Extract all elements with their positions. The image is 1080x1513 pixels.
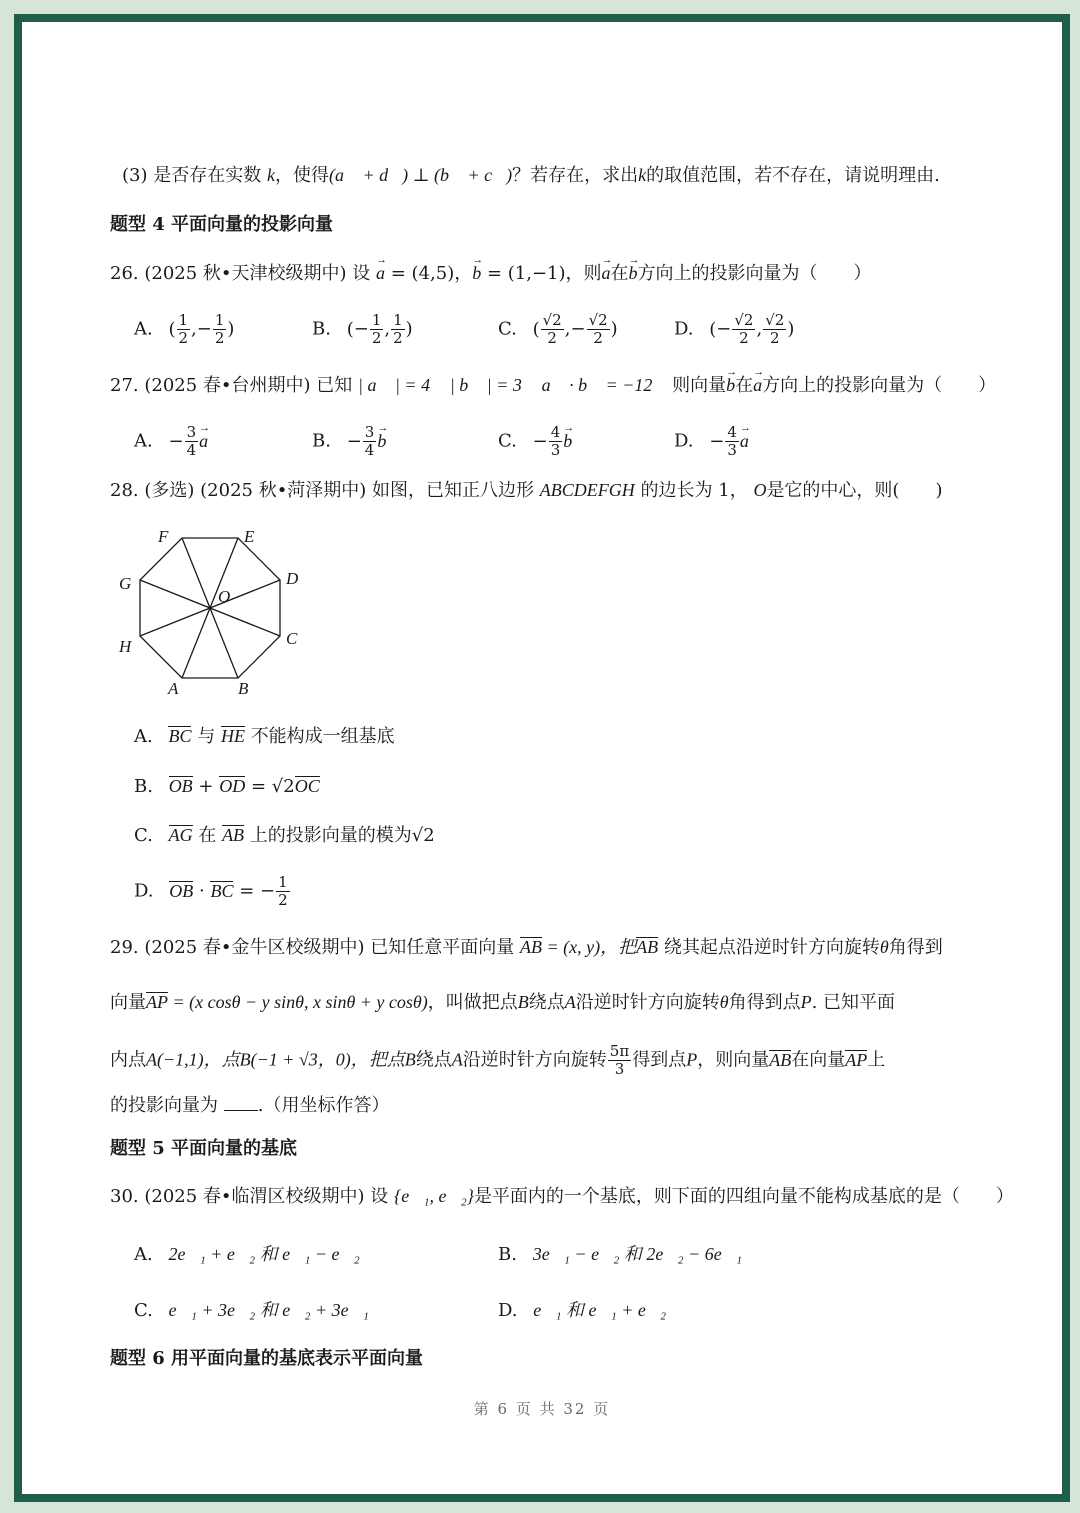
q27-option-b[interactable]: B. − $\frac{3}{4}$ → b [312, 424, 386, 459]
q30-stem: 30. (2025 春•临渭区校级期中) 设 {e⃗₁, e⃗₂}是平面内的一个基底，则下面的四组向量不能构成基底的是（ ） [110, 1186, 1014, 1207]
q29-line1: 29. (2025 春•金牛区校级期中) 已知任意平面向量 AB = (x, y)，把AB 绕其起点沿逆时针方向旋转θ角得到 [110, 937, 943, 958]
q26-option-b[interactable]: B. (− $\frac{1}{2}$ , $\frac{1}{2}$ ) [312, 311, 413, 347]
label-b: B [238, 679, 249, 694]
page-footer: 第 6 页 共 32 页 [473, 1400, 611, 1418]
q28-option-b[interactable]: B. OB + OD = √2OC [134, 776, 320, 797]
q29-line4: 的投影向量为 .（用坐标作答） [110, 1095, 390, 1116]
q28-stem: 28. (多选) (2025 秋•菏泽期中) 如图，已知正八边形 ABCDEFGH 的边长为 1， O是它的中心，则( ) [110, 480, 943, 501]
q30-option-a[interactable]: A. 2e⃗₁ + e⃗₂ 和 e⃗₁ − e⃗₂ [134, 1244, 360, 1265]
label-e: E [244, 527, 255, 546]
q27-option-c[interactable]: C. − $\frac{4}{3}$ → b [498, 424, 572, 459]
q30-option-c[interactable]: C. e⃗₁ + 3e⃗₂ 和 e⃗₂ + 3e⃗₁ [134, 1300, 369, 1321]
heading-type4: 题型 4 平面向量的投影向量 [110, 214, 334, 235]
label-d: D [286, 569, 299, 588]
q27-stem: 27. (2025 春•台州期中) 已知 | a⃗ | = 4， | b⃗ | = 3， a⃗ · b⃗ = −12， 则向量→ b在→ a方向上的投影向量为（ ） [110, 372, 996, 399]
q28-option-d[interactable]: D. OB · BC = − $\frac{1}{2}$ [134, 873, 288, 909]
q28-option-c[interactable]: C. AG 在 AB 上的投影向量的模为√2 [134, 825, 435, 846]
label-h: H [119, 637, 132, 656]
heading-type5: 题型 5 平面向量的基底 [110, 1138, 298, 1159]
q25-part3: (3) 是否存在实数 k，使得(a⃗ + d⃗) ⊥ (b⃗ + c⃗)？若存在，求出k的取值范围，若不存在，请说明理由. [122, 165, 940, 186]
label-g: G [119, 574, 132, 593]
q30-option-d[interactable]: D. e⃗₁ 和 e⃗₁ + e⃗₂ [498, 1300, 667, 1321]
heading-type6: 题型 6 用平面向量的基底表示平面向量 [110, 1348, 424, 1369]
q26-stem: 26. (2025 秋•天津校级期中) 设 → a = (4,5)，→ b = (1,−1)，则→ a在→ b方向上的投影向量为（ ） [110, 260, 872, 287]
q29-line3: 内点A(−1,1)，点B(−1 + √3，0)，把点B绕点A沿逆时针方向旋转 $\frac{5\pi}{3}$ 得到点P，则向量AB在向量AP上 [110, 1042, 886, 1078]
label-a: A [168, 679, 179, 694]
q26-option-a[interactable]: A. ( $\frac{1}{2}$ ,− $\frac{1}{2}$ ) [134, 311, 235, 347]
q26-option-d[interactable]: D. (− $\frac{√2}{2}$ , $\frac{√2}{2}$ ) [674, 311, 795, 347]
q27-option-a[interactable]: A. − $\frac{3}{4}$ → a [134, 424, 208, 459]
q26-option-c[interactable]: C. ( $\frac{√2}{2}$ ,− $\frac{√2}{2}$ ) [498, 311, 618, 347]
q30-option-b[interactable]: B. 3e⃗₁ − e⃗₂ 和 2e⃗₂ − 6e⃗₁ [498, 1244, 742, 1265]
q29-line2: 向量AP = (x cosθ − y sinθ, x sinθ + y cosθ)，叫做把点B绕点A沿逆时针方向旋转θ角得到点P. 已知平面 [110, 992, 896, 1013]
label-c: C [286, 629, 298, 648]
q27-option-d[interactable]: D. − $\frac{4}{3}$ → a [674, 424, 749, 459]
label-f: F [158, 527, 169, 546]
q28-option-a[interactable]: A. BC 与 HE 不能构成一组基底 [134, 726, 395, 747]
label-o: O [218, 587, 231, 606]
answer-blank[interactable] [224, 1094, 258, 1111]
page-frame [14, 14, 1070, 1502]
octagon-figure [114, 512, 314, 694]
